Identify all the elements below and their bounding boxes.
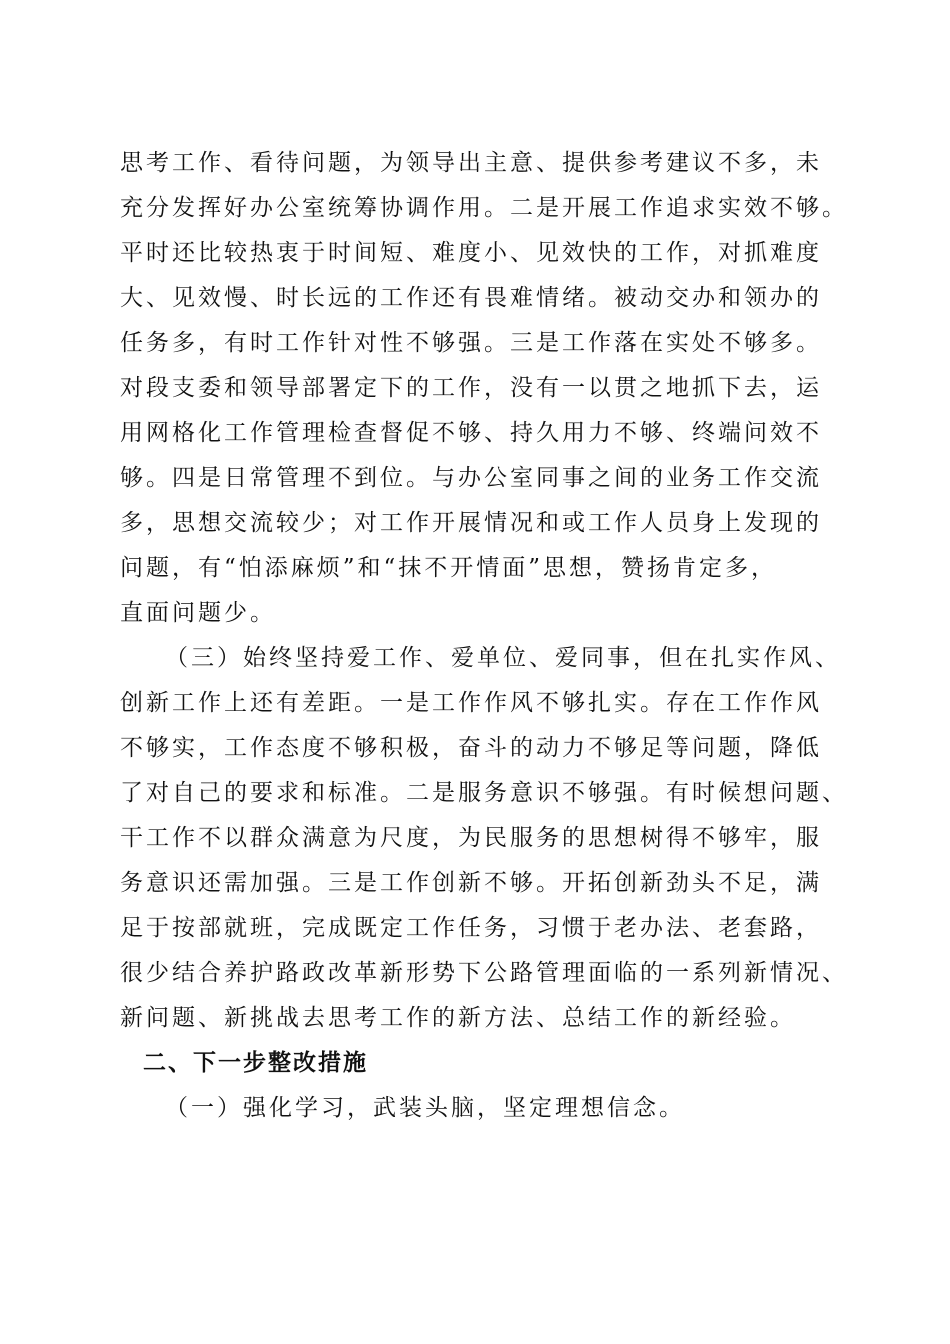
text-line: 很少结合养护路政改革新形势下公路管理面临的一系列新情况、 <box>120 960 848 986</box>
text-line: 问题，有“怕添麻烦”和“抹不开情面”思想，赞扬肯定多， <box>120 555 778 581</box>
text-line: 不够实，工作态度不够积极，奋斗的动力不够足等问题，降低 <box>120 735 822 761</box>
text-line: 充分发挥好办公室统筹协调作用。二是开展工作追求实效不够。 <box>120 195 848 221</box>
section-heading: 二、下一步整改措施 <box>143 1050 368 1076</box>
text-line: 干工作不以群众满意为尺度，为民服务的思想树得不够牢，服 <box>120 825 822 851</box>
text-line: 对段支委和领导部署定下的工作，没有一以贯之地抓下去，运 <box>120 375 822 401</box>
text-line: 足于按部就班，完成既定工作任务，习惯于老办法、老套路， <box>120 915 822 941</box>
text-line: 了对自己的要求和标准。二是服务意识不够强。有时候想问题、 <box>120 780 848 806</box>
text-line: 新问题、新挑战去思考工作的新方法、总结工作的新经验。 <box>120 1005 796 1031</box>
text-line: 大、见效慢、时长远的工作还有畏难情绪。被动交办和领办的 <box>120 285 822 311</box>
text-line: 思考工作、看待问题，为领导出主意、提供参考建议不多，未 <box>120 150 822 176</box>
text-line: 多，思想交流较少；对工作开展情况和或工作人员身上发现的 <box>120 510 822 536</box>
text-line: 够。四是日常管理不到位。与办公室同事之间的业务工作交流 <box>120 465 822 491</box>
text-line: 直面问题少。 <box>120 600 276 626</box>
text-line: 务意识还需加强。三是工作创新不够。开拓创新劲头不足，满 <box>120 870 822 896</box>
text-line: 用网格化工作管理检查督促不够、持久用力不够、终端问效不 <box>120 420 822 446</box>
text-line: （三）始终坚持爱工作、爱单位、爱同事，但在扎实作风、 <box>165 645 841 671</box>
text-line: 平时还比较热衷于时间短、难度小、见效快的工作，对抓难度 <box>120 240 822 266</box>
subsection-heading: （一）强化学习，武装头脑，坚定理想信念。 <box>165 1095 685 1121</box>
text-line: 任务多，有时工作针对性不够强。三是工作落在实处不够多。 <box>120 330 822 356</box>
text-line: 创新工作上还有差距。一是工作作风不够扎实。存在工作作风 <box>120 690 822 716</box>
